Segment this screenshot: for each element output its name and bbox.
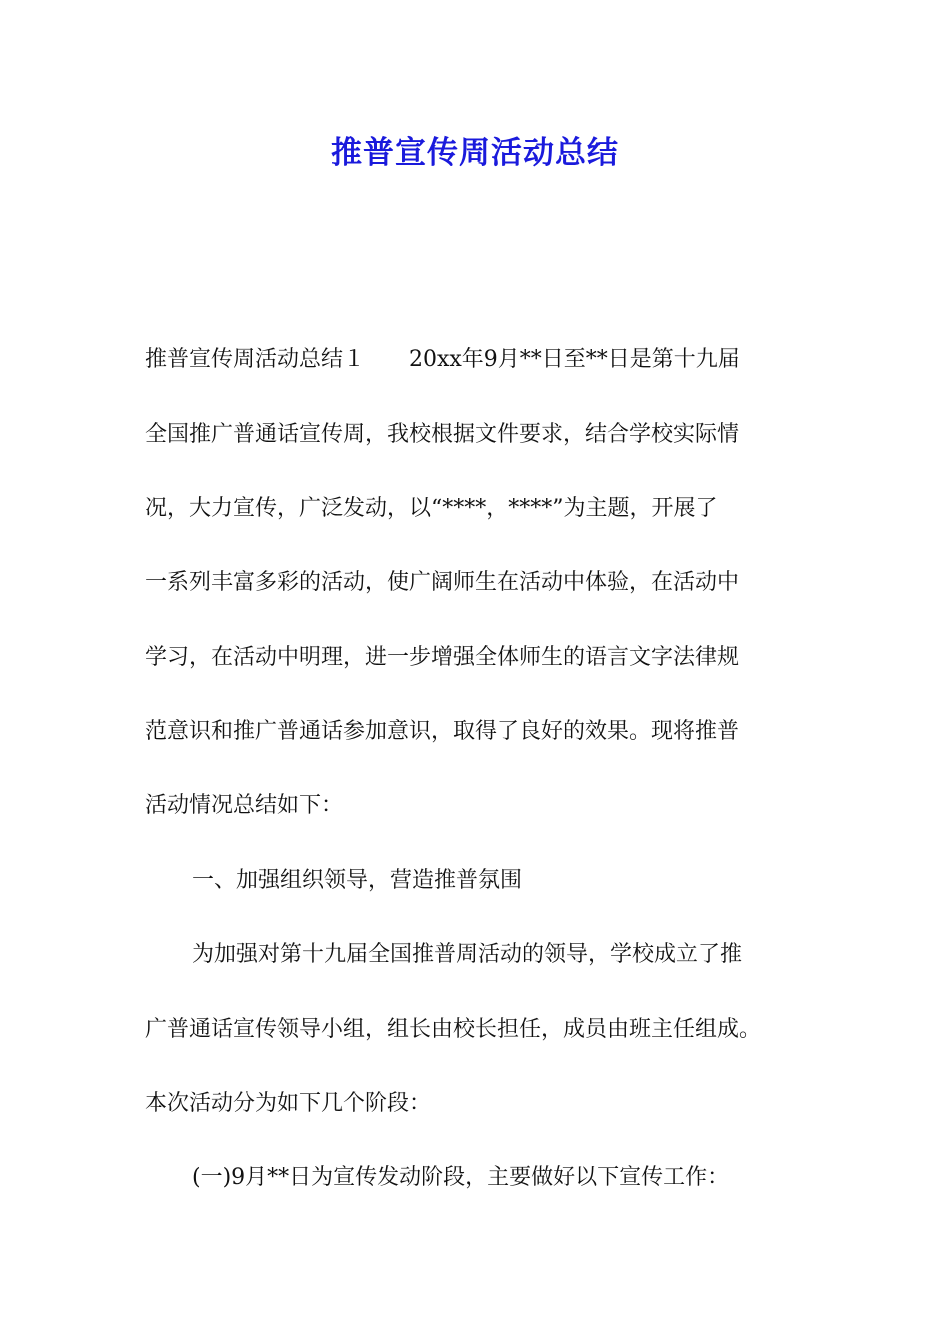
paragraph-line: 广普通话宣传领导小组，组长由校长担任，成员由班主任组成。 (145, 1017, 762, 1042)
paragraph-line: 活动情况总结如下： (145, 793, 344, 818)
paragraph-line: 况，大力宣传，广泛发动，以“****，****”为主题，开展了 (145, 496, 718, 521)
document-title: 推普宣传周活动总结 (331, 135, 619, 171)
paragraph-line: 学习，在活动中明理，进一步增强全体师生的语言文字法律规 (145, 645, 740, 670)
paragraph-line: 范意识和推广普通话参加意识，取得了良好的效果。现将推普 (145, 719, 740, 744)
section-heading: 一、加强组织领导，营造推普氛围 (192, 868, 523, 893)
paragraph-line: 全国推广普通话宣传周，我校根据文件要求，结合学校实际情 (145, 422, 740, 447)
paragraph-line: 一系列丰富多彩的活动，使广阔师生在活动中体验，在活动中 (145, 570, 740, 595)
paragraph-line: 本次活动分为如下几个阶段： (145, 1091, 432, 1116)
paragraph-line: 推普宣传周活动总结１ 20xx年9月**日至**日是第十九届 (145, 347, 740, 372)
subsection-heading: (一)9月**日为宣传发动阶段，主要做好以下宣传工作： (192, 1165, 730, 1190)
paragraph-line: 为加强对第十九届全国推普周活动的领导，学校成立了推 (192, 942, 743, 967)
